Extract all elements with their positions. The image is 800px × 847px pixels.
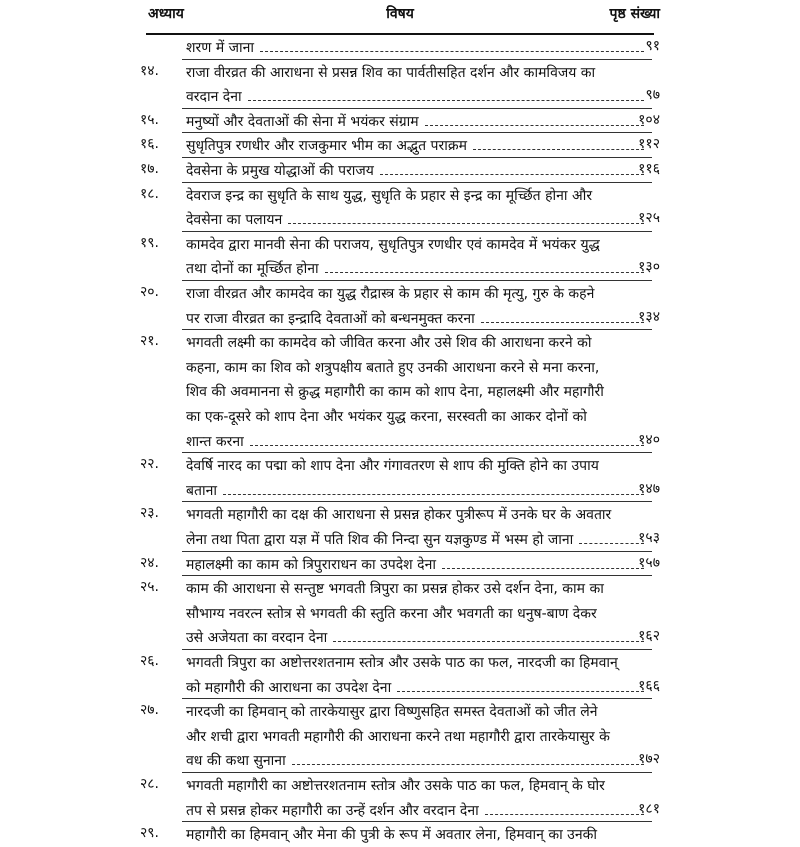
entry-separator <box>182 452 652 453</box>
entry-separator <box>182 157 652 158</box>
subject-text: देवसेना के प्रमुख योद्धाओं की पराजय <box>186 163 374 179</box>
page-number: ९१ <box>645 38 660 54</box>
page-number: १०४ <box>638 111 660 128</box>
chapter-number: १८. <box>140 185 160 202</box>
subject-line <box>186 134 650 158</box>
leader-dots <box>260 37 644 52</box>
subject-text: सुधृतिपुत्र रणधीर और राजकुमार भीम का अद्भुत पराक्रम <box>186 138 467 155</box>
subject-line: सौभाग्य नवरत्न स्तोत्र से भगवती की स्तुति करना और भवगती का धनुष-बाण देकर <box>186 605 597 622</box>
subject-line <box>186 528 650 552</box>
page-number: १२५ <box>638 210 660 227</box>
chapter-number: २१. <box>140 333 160 350</box>
subject-line: भगवती त्रिपुरा का अष्टोत्तरशतनाम स्तोत्र और उसके पाठ का फल, नारदजी का हिमवान् <box>186 655 618 671</box>
chapter-number: २२. <box>140 456 160 473</box>
entry-separator <box>182 649 652 650</box>
subject-line: कहना, काम का शिव को शत्रुपक्षीय बताते हुए उनकी आराधना करने से मना करना, <box>186 359 600 376</box>
subject-text: शरण में जाना <box>186 40 255 56</box>
subject-text: मनुष्यों और देवताओं की सेना में भयंकर संग्राम <box>186 113 419 130</box>
page-number: १३० <box>638 259 660 276</box>
subject-text: वध की कथा सुनाना <box>186 753 286 770</box>
page-number: १५३ <box>638 529 660 546</box>
chapter-number: २९. <box>140 825 160 842</box>
subject-line: और शची द्वारा भगवती महागौरी की आराधना करने तथा महागौरी द्वारा तारकेयासुर के <box>186 728 610 745</box>
subject-line <box>186 553 650 577</box>
entry-separator <box>182 772 652 773</box>
subject-line: भगवती महागौरी का दक्ष की आराधना से प्रसन्न होकर पुत्रीरूप में उनके घर के अवतार <box>186 507 612 524</box>
chapter-number: २३. <box>140 505 160 522</box>
subject-line <box>186 749 650 773</box>
subject-text: देवसेना का पलायन <box>186 212 283 229</box>
page-number: १६६ <box>638 677 660 694</box>
chapter-number: २४. <box>140 554 160 571</box>
page-number: ११२ <box>638 136 660 153</box>
chapter-number: १४. <box>140 62 160 79</box>
subject-line <box>186 110 650 134</box>
entry-separator <box>182 59 652 60</box>
subject-text: तप से प्रसन्न होकर महागौरी का उन्हें दर्शन और वरदान देना <box>186 802 479 819</box>
header-rule <box>146 33 654 35</box>
subject-line <box>186 257 650 281</box>
page-number: १८१ <box>638 800 660 817</box>
entry-separator <box>182 280 652 281</box>
subject-line: भगवती महागौरी का अष्टोत्तरशतनाम स्तोत्र और उसके पाठ का फल, हिमवान् के घोर <box>186 778 605 794</box>
column-header-subject: विषय <box>386 6 414 22</box>
chapter-number: २७. <box>140 702 160 719</box>
subject-line <box>186 85 650 109</box>
entry-separator <box>182 575 652 576</box>
subject-text: महालक्ष्मी का काम को त्रिपुराराधन का उपदेश देना <box>186 556 436 573</box>
page-number: १३४ <box>638 308 660 325</box>
leader-dots <box>397 677 644 692</box>
subject-line <box>186 159 650 183</box>
column-header-chapter: अध्याय <box>148 6 184 22</box>
chapter-number: १५. <box>140 111 160 128</box>
subject-text: वरदान देना <box>186 89 242 106</box>
leader-dots <box>333 627 644 642</box>
column-header-page: पृष्ठ संख्या <box>609 6 660 22</box>
entry-separator <box>182 182 652 183</box>
subject-line: राजा वीरव्रत की आराधना से प्रसन्न शिव का पार्वतीसहित दर्शन और कामविजय का <box>186 64 596 81</box>
chapter-number: २५. <box>140 579 160 596</box>
subject-line <box>186 799 650 823</box>
subject-line: काम की आराधना से सन्तुष्ट भगवती त्रिपुरा का प्रसन्न होकर उसे दर्शन देना, काम का <box>186 581 604 598</box>
entry-separator <box>182 821 652 822</box>
leader-dots <box>288 209 644 224</box>
subject-text: बताना <box>186 482 217 499</box>
subject-line <box>186 626 650 650</box>
leader-dots <box>223 480 644 495</box>
page-number: १७२ <box>638 751 660 768</box>
entry-separator <box>182 132 652 133</box>
page-number: १६२ <box>638 628 660 645</box>
subject-line: राजा वीरव्रत और कामदेव का युद्ध रौद्रास्त्र के प्रहार से काम की मृत्यु, गुरु के कहने <box>186 286 595 302</box>
page-number: ११६ <box>638 161 660 177</box>
page-number: १४७ <box>638 480 660 497</box>
leader-dots <box>380 160 644 175</box>
subject-line: देवराज इन्द्र का सुधृति के साथ युद्ध, सुधृति के प्रहार से इन्द्र का मूर्च्छित होना और <box>186 187 593 204</box>
page-number: १४० <box>638 431 660 448</box>
leader-dots <box>292 750 644 765</box>
chapter-number: २८. <box>140 776 160 792</box>
entry-separator <box>182 108 652 109</box>
subject-text: लेना तथा पिता द्वारा यज्ञ में पति शिव की निन्दा सुन यज्ञकुण्ड में भस्म हो जाना <box>186 531 574 548</box>
leader-dots <box>250 431 644 446</box>
subject-text: तथा दोनों का मूर्च्छित होना <box>186 261 319 278</box>
chapter-number: १९. <box>140 234 160 251</box>
subject-text: पर राजा वीरव्रत का इन्द्रादि देवताओं को बन्धनमुक्त करना <box>186 310 475 327</box>
entry-separator <box>182 551 652 552</box>
subject-line: शिव की अवमानना से क्रुद्ध महागौरी का काम को शाप देना, महालक्ष्मी और महागौरी <box>186 384 604 401</box>
chapter-number: २०. <box>140 284 160 300</box>
entry-separator <box>182 231 652 232</box>
leader-dots <box>248 86 644 101</box>
chapter-number: २६. <box>140 653 160 669</box>
entry-separator <box>182 698 652 699</box>
subject-text: शान्त करना <box>186 433 244 450</box>
subject-line: महागौरी का हिमवान् और मेना की पुत्री के रूप में अवतार लेना, हिमवान् का उनकी <box>186 827 597 844</box>
subject-line <box>186 36 650 60</box>
subject-line: देवर्षि नारद का पद्मा को शाप देना और गंगावतरण से शाप की मुक्ति होने का उपाय <box>186 458 599 475</box>
entry-separator <box>182 329 652 330</box>
subject-line <box>186 430 650 454</box>
chapter-number: १७. <box>140 161 160 177</box>
subject-line: कामदेव द्वारा मानवी सेना की पराजय, सुधृतिपुत्र रणधीर एवं कामदेव में भयंकर युद्ध <box>186 236 600 253</box>
leader-dots <box>325 258 644 273</box>
page-number: ९७ <box>645 87 660 104</box>
subject-text: को महागौरी की आराधना का उपदेश देना <box>186 679 392 696</box>
subject-text: उसे अजेयता का वरदान देना <box>186 630 328 647</box>
subject-line: भगवती लक्ष्मी का कामदेव को जीवित करना और उसे शिव की आराधना करने को <box>186 335 592 352</box>
subject-line: नारदजी का हिमवान् को तारकेयासुर द्वारा विष्णुसहित समस्त देवताओं को जीत लेने <box>186 704 598 721</box>
subject-line <box>186 307 650 331</box>
subject-line: का एक-दूसरे को शाप देना और भयंकर युद्ध करना, सरस्वती का आकर दोनों को <box>186 408 587 425</box>
page-number: १५७ <box>638 554 660 571</box>
subject-line <box>186 479 650 503</box>
subject-line <box>186 208 650 232</box>
entry-separator <box>182 501 652 502</box>
subject-line <box>186 676 650 700</box>
chapter-number: १६. <box>140 136 160 153</box>
